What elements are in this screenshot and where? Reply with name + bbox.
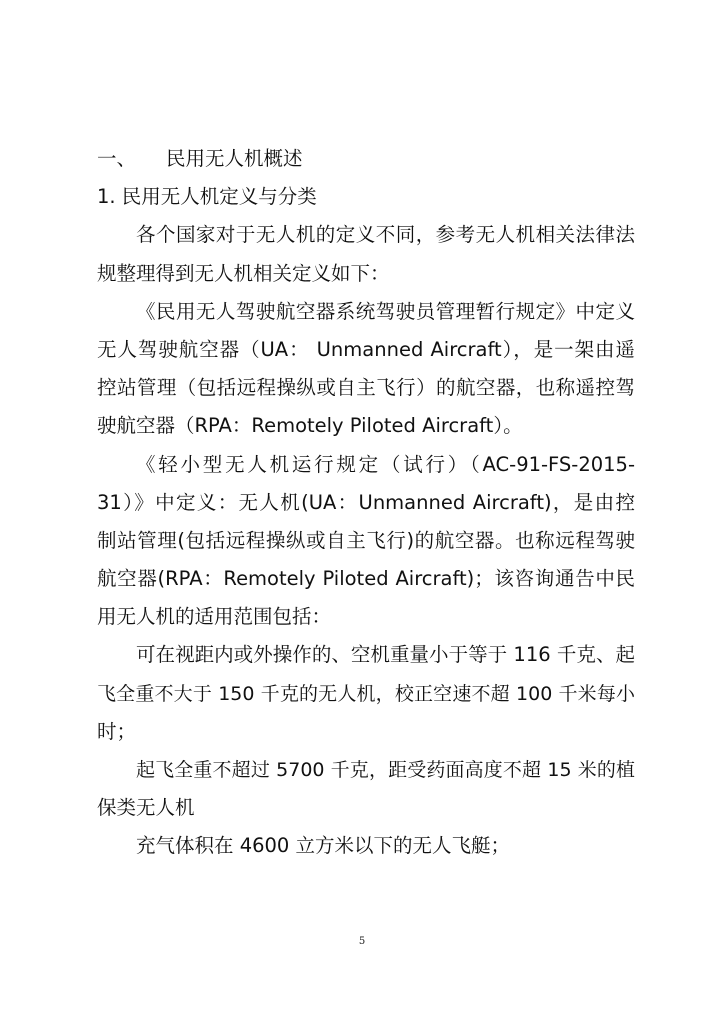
text-line: 起飞全重不超过 5700 千克，距受药面高度不超 15 米的植 bbox=[136, 759, 635, 781]
text-line: 无人驾驶航空器（UA： Unmanned Aircraft），是一架由遥 bbox=[97, 337, 635, 361]
page-number: 5 bbox=[358, 936, 366, 947]
text-line: 《民用无人驾驶航空器系统驾驶员管理暂行规定》中定义 bbox=[136, 299, 635, 323]
body-text bbox=[97, 216, 635, 865]
text-line: 保类无人机 bbox=[97, 796, 195, 820]
subsection-heading: 1. 民用无人机定义与分类 bbox=[97, 185, 317, 209]
text-line: 控站管理（包括远程操纵或自主飞行）的航空器，也称遥控驾 bbox=[97, 376, 635, 400]
text-line: 驶航空器（RPA：Remotely Piloted Aircraft）。 bbox=[97, 414, 523, 438]
text-line: 用无人机的适用范围包括： bbox=[97, 605, 332, 629]
section-title: 民用无人机概述 bbox=[166, 147, 303, 170]
text-line: 飞全重不大于 150 千克的无人机，校正空速不超 100 千米每小 bbox=[97, 682, 635, 705]
text-line: 航空器(RPA：Remotely Piloted Aircraft)；该咨询通告中民 bbox=[97, 567, 635, 591]
text-line: 《轻小型无人机运行规定（试行）（AC-91-FS-2015- bbox=[136, 452, 635, 476]
text-line: 充气体积在 4600 立方米以下的无人飞艇； bbox=[136, 834, 511, 858]
page-content bbox=[97, 140, 635, 866]
text-line: 规整理得到无人机相关定义如下： bbox=[97, 261, 390, 285]
text-line: 各个国家对于无人机的定义不同，参考无人机相关法律法 bbox=[136, 223, 635, 247]
section-number: 一、 bbox=[97, 147, 137, 170]
section-heading bbox=[97, 140, 635, 178]
text-line: 制站管理(包括远程操纵或自主飞行)的航空器。也称远程驾驶 bbox=[97, 528, 635, 552]
text-line: 时； bbox=[97, 719, 137, 743]
text-line: 可在视距内或外操作的、空机重量小于等于 116 千克、起 bbox=[136, 643, 635, 667]
text-line: 31）》中定义：无人机(UA：Unmanned Aircraft)，是由控 bbox=[97, 490, 635, 514]
